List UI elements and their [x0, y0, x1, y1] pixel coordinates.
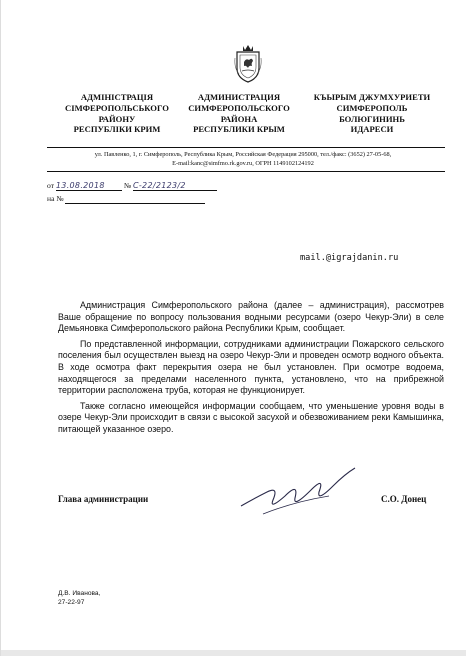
handwritten-signature — [233, 462, 363, 522]
registration-ref-line — [47, 194, 205, 204]
header-russian — [173, 92, 305, 135]
letter-body — [58, 300, 444, 440]
body-paragraph: По представленной информации, сотрудниками администрации Пожарского сельского поселения был осуществлен выезд на озеро Чекур-Эли и проведен осмотр водного объекта. В ходе осмотра факт перекрытия озера не был установлен. При осмотре водоема, находящегося за пределами населенного пункта, установлено, что на прибрежной территории расположена труба, которая не функционирует. — [58, 338, 444, 396]
header-rule-top — [47, 147, 445, 148]
number-label: № — [123, 181, 132, 190]
number-value: С-22/2123/2 — [132, 181, 186, 190]
header-line: АДМІНІСТРАЦІЯ — [80, 92, 154, 102]
header-crimean-tatar — [307, 92, 437, 135]
ref-field — [65, 194, 205, 204]
body-paragraph: Также согласно имеющейся информации сообщаем, что уменьшение уровня воды в озере Чекур-Эли происходит в связи с высокой засухой и обезвоживанием реки Камышинка, питающей указанное озеро. — [58, 400, 444, 434]
recipient-email: mail.@igrajdanin.ru — [300, 253, 399, 263]
body-paragraph: Администрация Симферопольского района (далее – администрация), рассмотрев Ваше обращение по вопросу пользования водными ресурсами (озеро Чекур-Эли) в селе Демьяновка Симферопольского района Республики Крым, сообщает. — [58, 300, 444, 334]
header-line: СИМФЕРОПОЛЬ — [336, 102, 408, 113]
header-rule-bottom — [47, 171, 445, 172]
header-line: ИДАРЕСИ — [350, 124, 394, 135]
header-ukrainian — [51, 92, 183, 135]
header-line: КЪЫРЫМ ДЖУМХУРИЕТИ — [313, 92, 431, 102]
signer-name: С.О. Донец — [381, 494, 427, 504]
address-line: E-mail:kanc@simfmo.rk.gov.ru, ОГРН 1149102124192 — [172, 159, 314, 167]
signer-title: Глава администрации — [58, 494, 149, 504]
coat-of-arms-icon — [233, 44, 263, 84]
executor-name: Д.В. Иванова, — [58, 590, 101, 597]
header-line: СИМФЕРОПОЛЬСКОГО — [188, 102, 290, 113]
date-field — [56, 181, 122, 191]
address-block — [57, 151, 429, 168]
header-line: РАЙОНУ — [98, 113, 136, 124]
header-line: РАЙОНА — [220, 113, 258, 124]
ref-label: на № — [47, 194, 64, 203]
header-line: РЕСПУБЛИКИ КРЫМ — [193, 124, 285, 135]
scan-edge — [1, 650, 466, 656]
address-line: ул. Павленко, 1, г. Симферополь, Республика Крым, Российская Федерация 295000, тел./факс: (3652) 27-05-68, — [94, 151, 392, 158]
executor-phone: 27-22-97 — [58, 599, 85, 606]
number-field — [133, 181, 217, 191]
header-line: РЕСПУБЛІКИ КРИМ — [73, 124, 161, 135]
header-line: БОЛЮГИНИНЬ — [339, 113, 405, 124]
header-line: АДМИНИСТРАЦИЯ — [197, 92, 281, 102]
registration-date-line — [47, 181, 217, 191]
date-value: 13.08.2018 — [55, 181, 105, 190]
executor-info — [58, 589, 100, 607]
from-label: от — [47, 181, 55, 190]
header-line: СІМФЕРОПОЛЬСЬКОГО — [65, 102, 169, 113]
